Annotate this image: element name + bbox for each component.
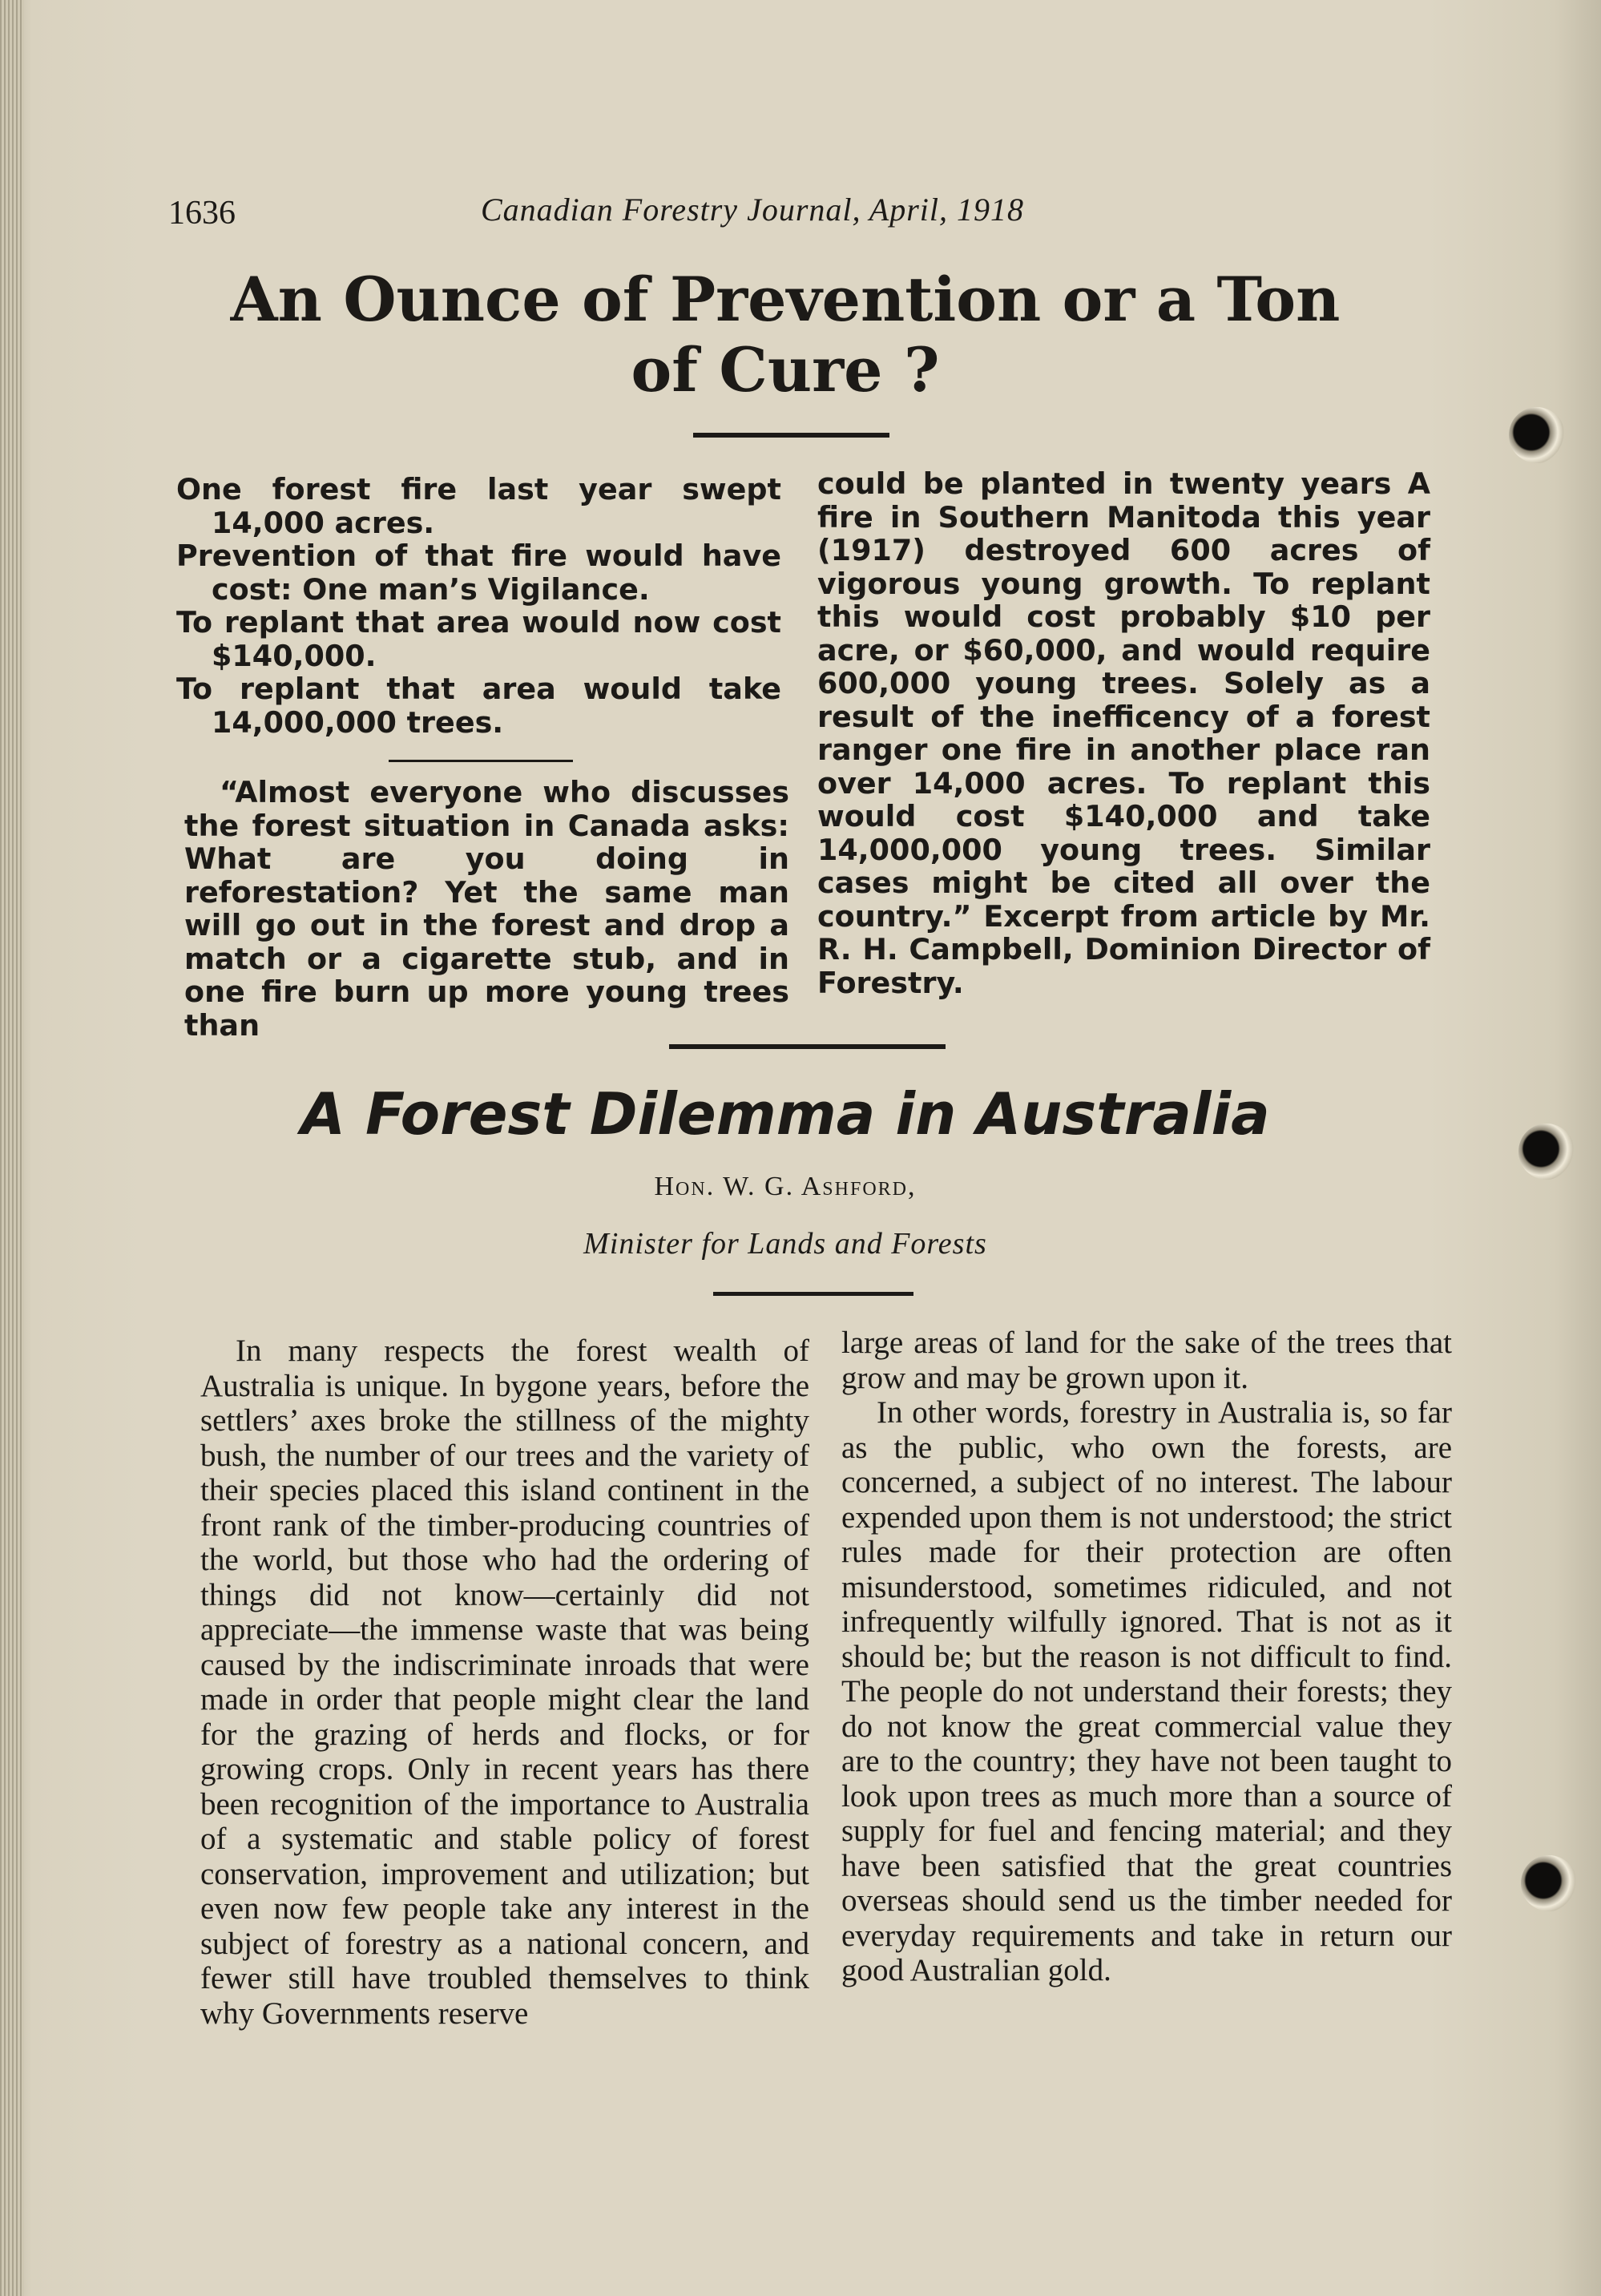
book-spine-edge [0,0,24,2296]
binder-hole-top [1509,407,1565,463]
author-byline: Hon. W. G. Ashford, [654,1172,917,1201]
article1-title [168,264,1402,406]
fact-1: One forest fire last year swept 14,000 acres. [176,472,781,540]
article2-paragraph-1-continued: large areas of land for the sake of the trees that grow and may be grown upon it. [841,1326,1452,1395]
article-separator-rule [669,1044,946,1049]
quote-right-text: could be planted in twenty years A fire in Southern Manitoda this year (1917) destroyed 600 acres of vigorous young growth. To replant this would cost probably $10 per acre, or $60,000, and would require 600,000 young trees. Solely as a result of the inefficency of a forest ranger one fire in another place ran over 14,000 acres. To replant this would cost $140,000 and take 14,000,000 young trees. Similar cases might be cited all over the country.” Excerpt from article by Mr. R. H. Campbell, Dominion Director of Forestry. [817,466,1430,1000]
page-number: 1636 [168,195,236,232]
page-header [168,191,1306,239]
fact-4: To replant that area would take 14,000,000 trees. [176,672,781,740]
quote-right-column [817,467,1430,999]
article2-title: A Forest Dilemma in Australia [300,1080,1270,1148]
journal-title: Canadian Forestry Journal, April, 1918 [481,192,1024,228]
quote-left-text: “Almost everyone who discusses the forest situation in Canada asks: What are you doing in reforestation? Yet the same man will go out in the forest and drop a match or a cigarette stub, and in one fire burn up more young trees than [184,775,789,1043]
facts-column [176,473,781,739]
section-divider [389,760,573,762]
binder-hole-middle [1518,1124,1575,1180]
author-position: Minister for Lands and Forests [583,1227,987,1261]
article2-left-column [200,1334,809,2031]
fact-3: To replant that area would now cost $140,000. [176,605,781,673]
article2-paragraph-2: In other words, forestry in Australia is, so far as the public, who own the forests, are concerned, a subject of no interest. The labour expended upon them is not understood; the strict rules made for their protection are often misunderstood, sometimes ridiculed, and not infrequently wilfully ignored. That is not as it should be; but the reason is not difficult to find. The people do not understand their forests; they do not know the great commercial value they are to the country; they have not been taught to look upon trees as much more than a source of supply for fuel and fencing material; and they have been satisfied that the great countries overseas should send us the timber needed for everyday requirements and take in return our good Australian gold. [841,1395,1452,1987]
quote-left-column [184,776,789,1042]
fact-2: Prevention of that fire would have cost: One man’s Vigilance. [176,539,781,607]
article1-title-line2: of Cure ? [631,334,940,406]
title-rule [693,433,889,438]
article1-title-line1: An Ounce of Prevention or a Ton [230,264,1341,335]
binder-hole-bottom [1521,1855,1577,1911]
article2-paragraph-1: In many respects the forest wealth of Australia is unique. In bygone years, before the settlers’ axes broke the stillness of the mighty bush, the number of our trees and the variety of their species placed this island continent in the front rank of the timber-producing countries of the world, but those who had the ordering of things did not know—certainly did not appreciate—the immense waste that was being caused by the indiscriminate inroads that were made in order that people might clear the land for the grazing of herds and flocks, or for growing crops. Only in recent years has there been recognition of the importance to Australia of a systematic and stable policy of forest conservation, improvement and utilization; but even now few people take any interest in the subject of forestry as a national concern, and fewer still have troubled themselves to think why Governments reserve [200,1334,809,2031]
article2-right-column [841,1326,1452,1988]
byline-rule [713,1292,913,1296]
